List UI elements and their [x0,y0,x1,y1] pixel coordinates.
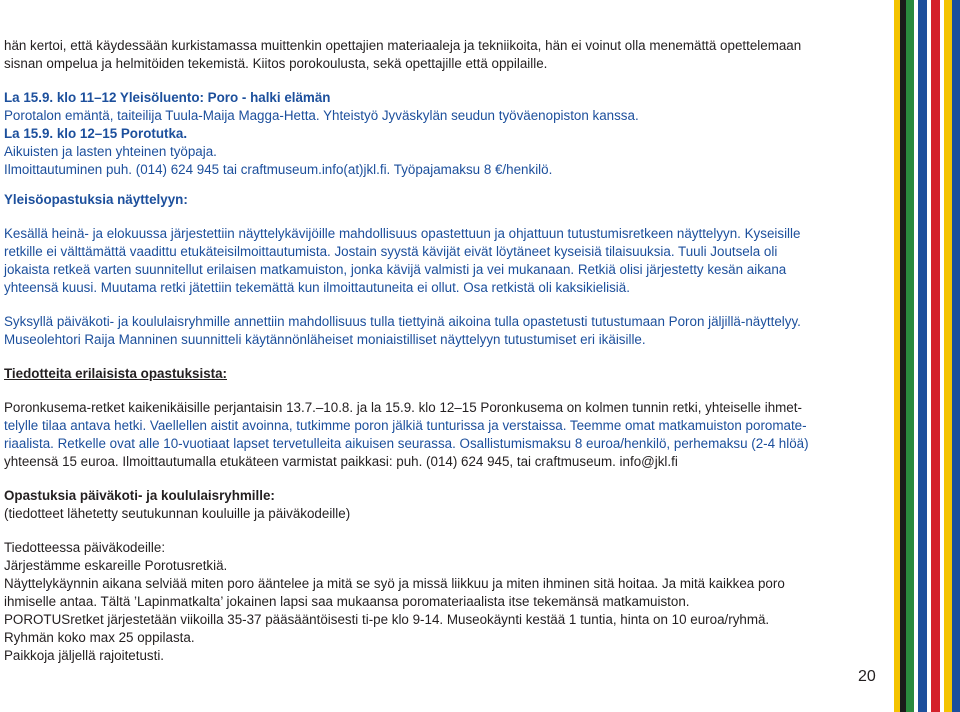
paragraph-line: telylle tilaa antava hetki. Vaellellen aistit avoinna, tutkimme poron jälkiä tunturissa ja verstaissa. Teemme omat matkamuiston poromate- [4,418,807,433]
section-heading: Opastuksia päiväkoti- ja koululaisryhmille: [4,488,275,503]
paragraph-line: ihmiselle antaa. Tältä ’Lapinmatkalta’ jokainen lapsi saa mukaansa poromateriaalista itse tekemänsä matkamuiston. [4,594,690,609]
event-detail: Aikuisten ja lasten yhteinen työpaja. [4,144,217,159]
intro-line: sisnan ompelua ja helmitöiden tekemistä. Kiitos porokoulusta, sekä opettajille että oppilaille. [4,56,548,71]
paragraph-line: Ryhmän koko max 25 oppilasta. [4,630,195,645]
event-detail: Ilmoittautuminen puh. (014) 624 945 tai craftmuseum.info(at)jkl.fi. Työpajamaksu 8 €/henkilö. [4,162,553,177]
section-heading: Tiedotteita erilaisista opastuksista: [4,366,228,381]
section-heading: Yleisöopastuksia näyttelyyn: [4,192,188,207]
decorative-stripes [894,0,960,712]
page-number: 20 [858,668,876,685]
paragraph-line: yhteensä 15 euroa. Ilmoittautumalla etukäteen varmistat paikkasi: puh. (014) 624 945, tai craftmuseum. info@jkl.fi [4,454,678,469]
paragraph-line: retkille ei välttämättä vaadittu etukäteisilmoittautumista. Jostain syystä kävijät eivät löytäneet kyseisiä tilaisuuksia. Tuuli Joutsela oli [4,244,778,259]
stripe [918,0,927,712]
paragraph-line: yhteensä kuusi. Muutama retki jätettiin tekemättä kun ilmoittautuneita ei ollut. Osa retkistä oli kaksikielisiä. [4,280,630,295]
event-detail: Porotalon emäntä, taiteilija Tuula-Maija Magga-Hetta. Yhteistyö Jyväskylän seudun työväenopiston kanssa. [4,108,639,123]
paragraph-line: Syksyllä päiväkoti- ja koululaisryhmille annettiin mahdollisuus tulla tiettyinä aikoina tulla opastetusti tutustumaan Poron jäljillä-näyttelyy. [4,314,801,329]
paragraph-line: Poronkusema-retket kaikenikäisille perjantaisin 13.7.–10.8. ja la 15.9. klo 12–15 Poronkusema on kolmen tunnin retki, yhteiselle ihmet- [4,400,802,415]
paragraph-line: Kesällä heinä- ja elokuussa järjestettiin näyttelykävijöille mahdollisuus opastettuun ja ohjattuun tutustumisretkeen näyttelyyn. Kyseisille [4,226,801,241]
stripe [931,0,940,712]
body-text [4,37,874,665]
paragraph-line: Järjestämme eskareille Porotusretkiä. [4,558,228,573]
paragraph-line: PORОTUSretket järjestetään viikoilla 35-37 pääsääntöisesti ti-pe klo 9-14. Museokäynti kestää 1 tuntia, hinta on 10 euroa/ryhmä. [4,612,770,627]
paragraph-line: Museolehtori Raija Manninen suunnitteli käytännönläheiset moniaistilliset näyttelyyn tutustumiset eri ikäisille. [4,332,646,347]
section-heading: Tiedotteessa päiväkodeille: [4,540,166,555]
paragraph-line: jokaista retkeä varten suunnitellut erilaisen matkamuiston, jonka kävijä valmisti ja vei mukanaan. Retkiä olisi järjestetty kesän aikana [4,262,787,277]
paragraph-line: Paikkoja jäljellä rajoitetusti. [4,648,165,663]
section-subline: (tiedotteet lähetetty seutukunnan kouluille ja päiväkodeille) [4,506,351,521]
paragraph-line: Näyttelykäynnin aikana selviää miten poro ääntelee ja mitä se syö ja missä liikkuu ja miten ihminen sitä hoitaa. Ja mitä kaikkea poro [4,576,785,591]
event-title: La 15.9. klo 12–15 Porotutka. [4,126,188,141]
paragraph-line: riaalista. Retkelle ovat alle 10-vuotiaat lapset tervetulleita aikuisen seurassa. Osallistumismaksu 8 euroa/henkilö, perhemaksu (2-4 hlöä) [4,436,809,451]
event-title: La 15.9. klo 11–12 Yleisöluento: Poro - halki elämän [4,90,331,105]
stripe [952,0,960,712]
stripe [944,0,952,712]
stripe [906,0,914,712]
intro-line: hän kertoi, että käydessään kurkistamassa muittenkin opettajien materiaaleja ja tekniikoita, hän ei voinut olla menemättä opettelemaan [4,38,802,53]
